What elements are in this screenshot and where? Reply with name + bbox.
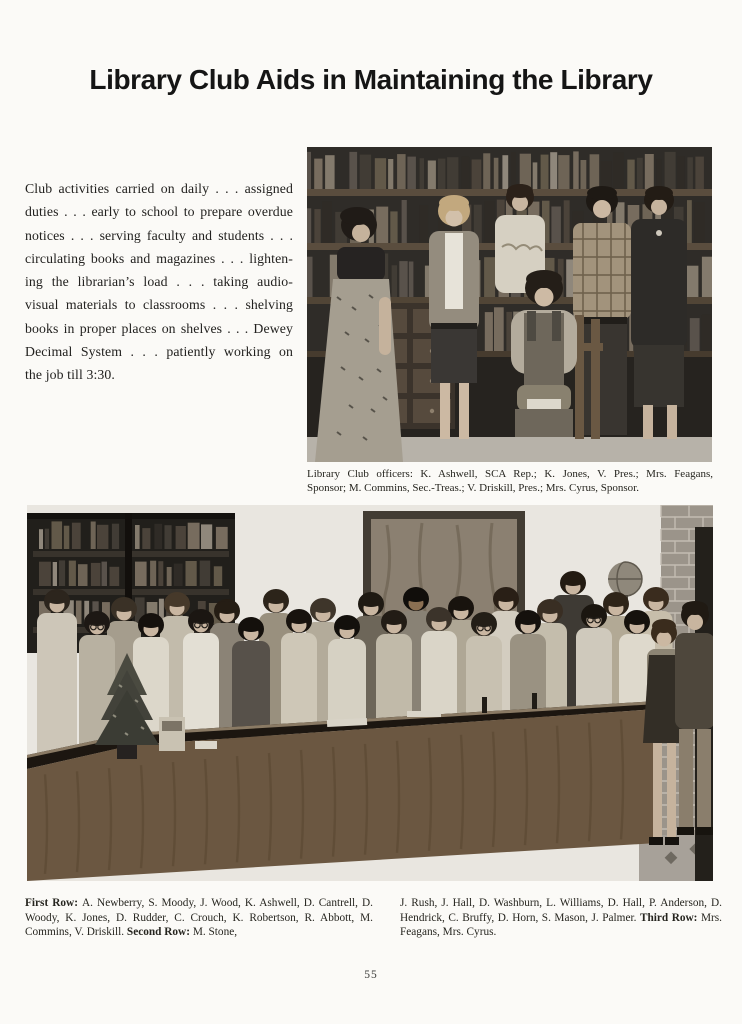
page-title: Library Club Aids in Maintaining the Library xyxy=(89,64,653,95)
intro-line: notices . . . serving faculty and students . . . xyxy=(25,227,293,243)
caption-line: Library Club officers: K. Ashwell, SCA Rep.; K. Jones, V. Pres.; Mrs. Feagans, xyxy=(307,468,713,480)
intro-line: books in proper places on shelves . . . Dewey xyxy=(25,320,293,336)
intro-line: duties . . . early to school to prepare overdue xyxy=(25,204,293,220)
intro-line: ing the librarian’s load . . . taking audio- xyxy=(25,274,293,290)
page-number: 55 xyxy=(364,969,378,981)
intro-paragraph xyxy=(25,177,293,387)
intro-line: visual materials to classrooms . . . shelving xyxy=(25,297,293,313)
caption-line: Sponsor; M. Commins, Sec.-Treas.; V. Driskill, Pres.; Mrs. Cyrus, Sponsor. xyxy=(307,481,639,494)
caption-column-right: J. Rush, J. Hall, D. Washburn, L. Williams, D. Hall, P. Anderson, D. Hendrick, C. Bruffy, D. Horn, S. Mason, J. Palmer. Third Row: Mrs. Feagans, Mrs. Cyrus. xyxy=(400,897,722,939)
officers-photo-illustration xyxy=(307,147,712,462)
group-photo-caption xyxy=(25,896,722,940)
officers-photo-caption xyxy=(307,468,713,495)
intro-line: the job till 3:30. xyxy=(25,367,115,383)
group-photo xyxy=(27,505,713,881)
group-photo-illustration xyxy=(27,505,713,881)
intro-line: circulating books and magazines . . . lighten- xyxy=(25,250,293,266)
officers-photo xyxy=(307,147,712,462)
intro-line: Decimal System . . . patiently working on xyxy=(25,344,293,360)
intro-line: Club activities carried on daily . . . assigned xyxy=(25,181,293,196)
officer-figure xyxy=(631,186,687,439)
caption-column-left: First Row: A. Newberry, S. Moody, J. Wood, K. Ashwell, D. Cantrell, D. Woody, K. Jones, D. Rudder, C. Crouch, K. Robertson, R. Abbott, M. Commins, V. Driskill. Second Row: M. Stone, xyxy=(25,897,373,939)
